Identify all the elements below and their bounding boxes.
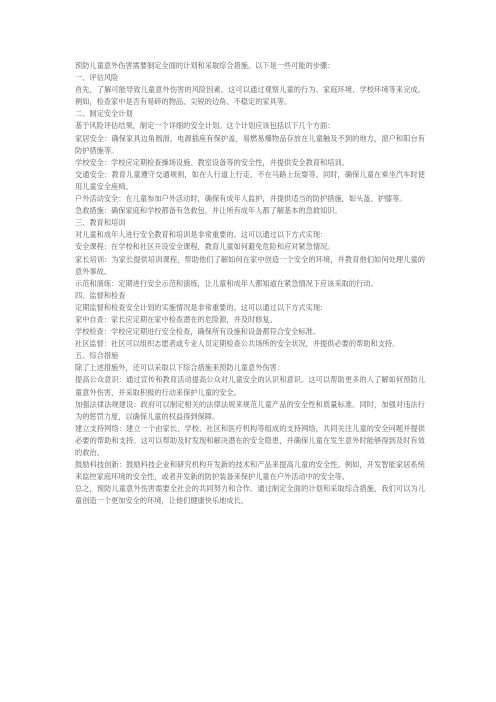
public-awareness-paragraph: 提高公众意识：通过宣传和教育活动提高公众对儿童安全的认识和意识。这可以帮助更多的人了解如何预防儿童意外伤害，并采取积极的行动来保护儿童的安全。 (75, 375, 425, 397)
section-5-paragraph: 除了上述措施外，还可以采取以下综合措施来预防儿童意外伤害： (75, 363, 285, 373)
safety-course-paragraph: 安全课程：在学校和社区开设安全课程，教育儿童如何避免危险和应对紧急情况。 (75, 242, 335, 252)
traffic-safety-paragraph: 交通安全：教育儿童遵守交通规则，如在人行道上行走、不在马路上玩耍等。同时，确保儿童在乘坐汽车时使用儿童安全座椅。 (75, 169, 425, 191)
legislation-paragraph: 加强法律法规建设：政府可以制定相关的法律法规来规范儿童产品的安全性和质量标准。同时，加强对违法行为的惩罚力度，以确保儿童的权益得到保障。 (75, 399, 425, 421)
parent-training-paragraph: 家长培训：为家长提供培训课程，帮助他们了解如何在家中创造一个安全的环境，并教育他们如何处理儿童的意外事故。 (75, 254, 425, 276)
document-body (75, 60, 425, 507)
school-safety-paragraph: 学校安全：学校应定期检查操场设施、教室设备等的安全性，并提供安全教育和培训。 (75, 157, 349, 167)
home-safety-paragraph: 家居安全：确保家具边角圆滑，电源插座有保护盖，易燃易爆物品存放在儿童触及不到的地方，窗户和阳台有防护措施等。 (75, 133, 425, 155)
school-check-paragraph: 学校检查：学校应定期进行安全检查，确保所有设施和设备都符合安全标准。 (75, 327, 321, 337)
section-4-heading: 四、监督和检查 (75, 290, 126, 300)
drill-paragraph: 示范和演练：定期进行安全示范和演练，让儿童和成年人都知道在紧急情况下应该采取的行动。 (75, 278, 378, 288)
first-aid-paragraph: 急救措施：确保家庭和学校都备有急救包，并让所有成年人都了解基本的急救知识。 (75, 206, 342, 216)
section-4-paragraph: 定期监督和检查安全计划的实施情况是非常重要的。这可以通过以下方式实现： (75, 302, 328, 312)
outdoor-safety-paragraph: 户外活动安全：在儿童参加户外活动时，确保有成年人监护，并提供适当的防护措施，如头盔、护膝等。 (75, 194, 407, 204)
section-2-paragraph: 基于风险评估结果，制定一个详细的安全计划。这个计划应该包括以下几个方面： (75, 121, 335, 131)
section-3-paragraph: 对儿童和成年人进行安全教育和培训是非常重要的。这可以通过以下方式实现： (75, 230, 328, 240)
section-2-heading: 二、制定安全计划 (75, 109, 133, 119)
section-5-heading: 五、综合措施 (75, 351, 119, 361)
home-check-paragraph: 家中自查：家长应定期在家中检查潜在的危险源，并及时修复。 (75, 314, 277, 324)
section-1-heading: 一、评估风险 (75, 73, 119, 83)
innovation-paragraph: 鼓励科技创新：鼓励科技企业和研究机构开发新的技术和产品来提高儿童的安全性。例如，开发智能家居系统来监控家庭环境的安全性，或者开发新的防护装备来保护儿童在户外活动中的安全等。 (75, 460, 425, 482)
support-network-paragraph: 建立支持网络：建立一个由家长、学校、社区和医疗机构等组成的支持网络，共同关注儿童的安全问题并提供必要的帮助和支持。这可以帮助及时发现和解决潜在的安全隐患，并确保儿童在发生意外时能够得到及时有效的救治。 (75, 423, 425, 457)
section-3-heading: 三、教育和培训 (75, 218, 126, 228)
intro-paragraph: 预防儿童意外伤害需要制定全面的计划和采取综合措施。以下是一些可能的步骤： (75, 61, 335, 70)
conclusion-paragraph: 总之，预防儿童意外伤害需要全社会的共同努力和合作。通过制定全面的计划和采取综合措施，我们可以为儿童创造一个更加安全的环境，让他们健康快乐地成长。 (75, 484, 425, 506)
community-check-paragraph: 社区监督：社区可以组织志愿者或专业人员定期检查公共场所的安全状况，并提供必要的帮助和支持。 (75, 339, 400, 349)
section-1-paragraph: 首先，了解可能导致儿童意外伤害的风险因素。这可以通过观察儿童的行为、家庭环境、学校环境等来完成。例如，检查家中是否有易碎的物品、尖锐的边角、不稳定的家具等。 (75, 85, 425, 107)
